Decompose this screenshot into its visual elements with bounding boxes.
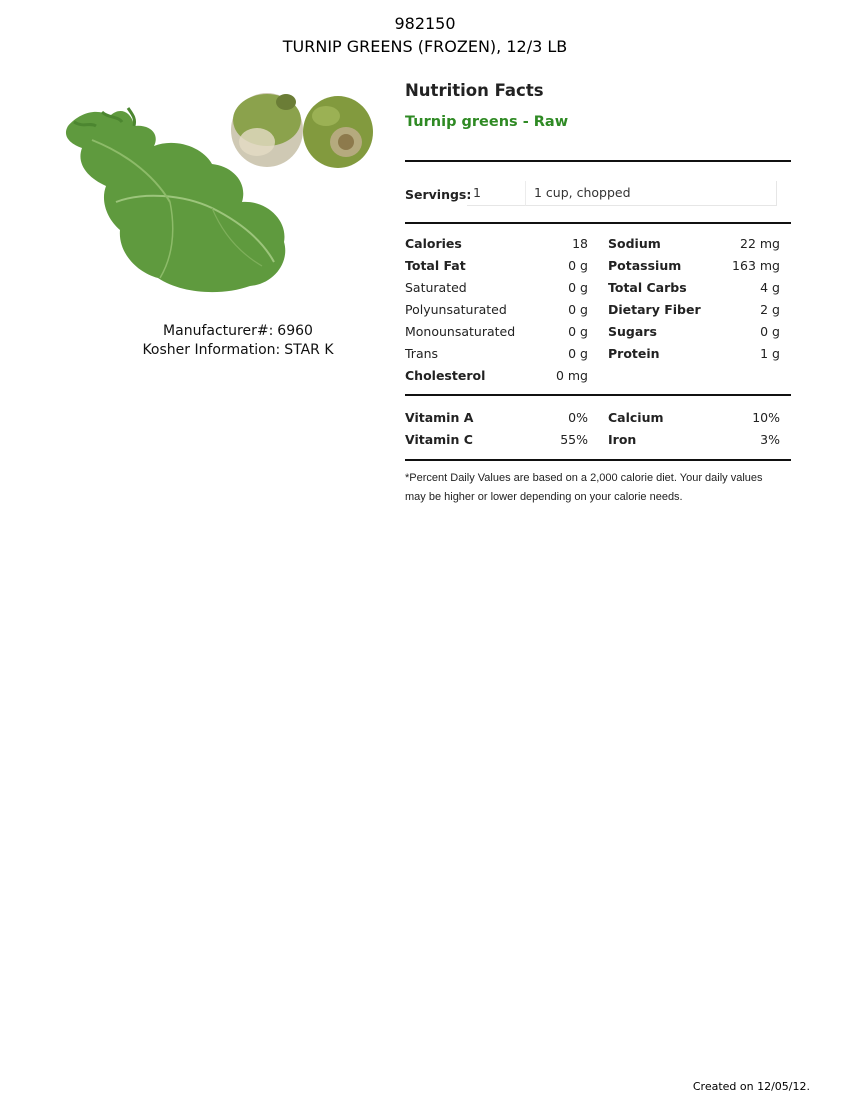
nutrient-value: 2 g — [760, 302, 780, 317]
nutrient-name: Sodium — [608, 236, 661, 251]
manufacturer-label: Manufacturer#: — [163, 323, 274, 339]
nutrient-row — [405, 343, 791, 365]
vitamin-row — [405, 407, 791, 429]
servings-label: Servings: — [405, 187, 472, 202]
nutrient-name: Sugars — [608, 324, 657, 339]
product-image — [62, 82, 374, 300]
nutrient-name: Dietary Fiber — [608, 302, 701, 317]
product-meta — [90, 322, 386, 360]
vitamin-value: 3% — [760, 432, 780, 447]
nutrient-value: 0 g — [568, 302, 588, 317]
turnip-root-image-2 — [303, 96, 373, 168]
nutrient-value: 4 g — [760, 280, 780, 295]
vitamin-name: Iron — [608, 432, 637, 447]
vitamin-name: Calcium — [608, 410, 664, 425]
vitamin-value: 55% — [560, 432, 588, 447]
nutrient-name: Protein — [608, 346, 660, 361]
vitamin-value: 10% — [752, 410, 780, 425]
nutrient-row — [405, 299, 791, 321]
nutrition-facts-title: Nutrition Facts — [405, 81, 544, 100]
nutrient-name: Monounsaturated — [405, 324, 516, 339]
divider — [405, 459, 791, 461]
nutrition-facts-panel — [405, 80, 791, 506]
nutrient-row — [405, 255, 791, 277]
nutrient-value: 163 mg — [732, 258, 780, 273]
nutrient-name: Total Carbs — [608, 280, 687, 295]
product-title: TURNIP GREENS (FROZEN), 12/3 LB — [282, 37, 568, 56]
vitamin-table — [405, 396, 791, 459]
nutrient-value: 1 g — [760, 346, 780, 361]
nutrient-name: Trans — [405, 346, 439, 361]
nutrient-row — [405, 365, 791, 387]
nutrient-row — [405, 233, 791, 255]
servings-value: 1 — [467, 181, 526, 206]
kosher-value: STAR K — [284, 342, 334, 358]
nutrient-name: Potassium — [608, 258, 682, 273]
nutrient-name: Saturated — [405, 280, 467, 295]
daily-value-footnote: *Percent Daily Values are based on a 2,000 calorie diet. Your daily values may be higher or lower depending on your calorie needs. — [405, 472, 763, 503]
page-header — [0, 12, 850, 58]
nutrient-row — [405, 321, 791, 343]
nutrient-name: Cholesterol — [405, 368, 486, 383]
nutrient-table — [405, 224, 791, 394]
servings-row — [405, 162, 791, 222]
kosher-row — [90, 341, 386, 360]
nutrient-name: Polyunsaturated — [405, 302, 507, 317]
nutrient-name: Total Fat — [405, 258, 466, 273]
nutrient-row — [405, 277, 791, 299]
kosher-label: Kosher Information: — [142, 342, 281, 358]
nutrient-value: 22 mg — [740, 236, 780, 251]
nutrient-name: Calories — [405, 236, 462, 251]
created-date: Created on 12/05/12. — [692, 1080, 810, 1093]
nutrient-value: 18 — [572, 236, 588, 251]
vitamin-value: 0% — [568, 410, 588, 425]
nutrient-value: 0 g — [760, 324, 780, 339]
vitamin-row — [405, 429, 791, 451]
vitamin-name: Vitamin C — [405, 432, 473, 447]
nutrient-value: 0 g — [568, 258, 588, 273]
manufacturer-row — [90, 322, 386, 341]
turnip-root-image-1 — [231, 93, 303, 167]
serving-size: 1 cup, chopped — [525, 181, 777, 206]
food-description: Turnip greens - Raw — [405, 114, 569, 130]
manufacturer-value: 6960 — [277, 323, 313, 339]
nutrient-value: 0 g — [568, 324, 588, 339]
nutrient-value: 0 mg — [555, 368, 588, 383]
nutrient-value: 0 g — [568, 280, 588, 295]
product-code: 982150 — [394, 14, 456, 33]
nutrient-value: 0 g — [568, 346, 588, 361]
vitamin-name: Vitamin A — [405, 410, 474, 425]
